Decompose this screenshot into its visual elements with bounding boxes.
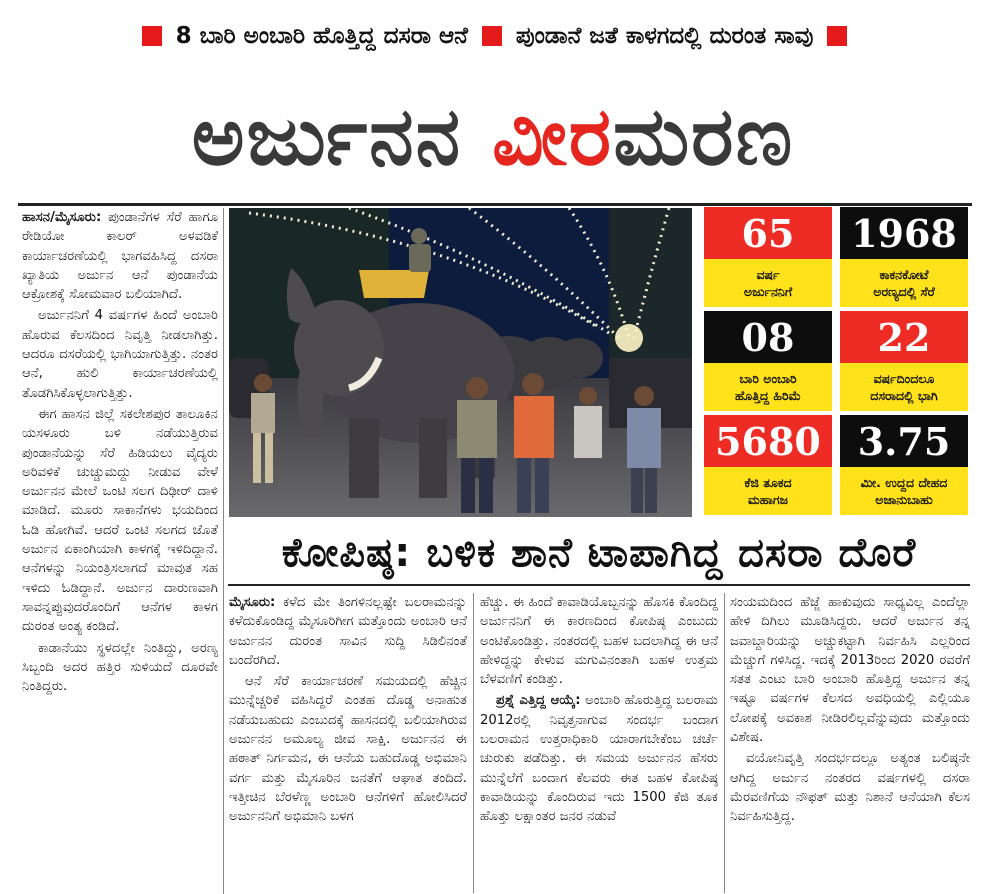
section-label: ಪ್ರಶ್ನೆ ಎತ್ತಿದ್ದ ಆಯ್ಕೆ: (496, 693, 581, 709)
sub-headline-rule (228, 584, 970, 586)
left-paragraph-4: ಕಾಡಾನೆಯು ಸ್ಥಳದಲ್ಲೇ ನಿಂತಿದ್ದು, ಅರಣ್ಯ ಸಿಬ್ಬಂದಿ ಅದರ ಹತ್ತಿರ ಸುಳಿಯದೆ ದೂರವೇ ನಿಂತಿದ್ದರು. (22, 640, 218, 695)
headline-part-1: ಅರ್ಜುನನ (191, 90, 463, 183)
stat-capture-year (840, 207, 968, 307)
stat-label-line: ಮೀ. ಉದ್ದದ ದೇಹದ (860, 475, 948, 490)
red-square-bullet (827, 26, 847, 46)
stat-label-line: ಮಹಾಗಜ (747, 492, 789, 507)
stat-label-line: ಅರ್ಜುನನಿಗೆ (743, 284, 793, 299)
column-divider (223, 208, 224, 894)
headline-part-2-wrap (492, 90, 795, 183)
dateline: ಹಾಸನ/ಮೈಸೂರು: (22, 210, 102, 225)
kicker-line (0, 0, 989, 72)
stat-label-line: ವರ್ಷದಿಂದಲೂ (873, 371, 935, 386)
red-square-bullet (482, 26, 502, 46)
main-headline (18, 72, 968, 202)
kicker-left: 8 ಬಾರಿ ಅಂಬಾರಿ ಹೊತ್ತಿದ್ದ ದಸರಾ ಆನೆ (175, 23, 468, 49)
column-divider (724, 593, 725, 893)
headline-rule (18, 203, 972, 206)
story2-text: ಕಳೆದ ಮೇ ತಿಂಗಳಿನಲ್ಲಷ್ಟೇ ಬಲರಾಮನನ್ನು ಕಳೆದುಕೊಂಡಿದ್ದ ಮೈಸೂರಿಗೀಗ ಮತ್ತೊಂದು ಅಂಬಾರಿ ಆನೆ ಅರ್ಜುನನ ದುರಂತ ಸಾವಿನ ಸುದ್ದಿ ಸಿಡಿಲಿನಂತೆ ಬಂದೆರಗಿದೆ. (229, 595, 467, 668)
stat-ambari-times (704, 311, 832, 411)
story2-column-1 (229, 593, 467, 893)
stat-label (704, 363, 832, 411)
stat-age (704, 207, 832, 307)
left-paragraph-2: ಅರ್ಜುನನಿಗೆ 4 ವರ್ಷಗಳ ಹಿಂದೆ ಅಂಬಾರಿ ಹೊರುವ ಕೆಲಸದಿಂದ ನಿವೃತ್ತಿ ನೀಡಲಾಗಿತ್ತು. ಆದರೂ ದಸರೆಯಲ್ಲಿ ಭಾಗಿಯಾಗುತ್ತಿತ್ತು. ನಂತರ ಆನೆ, ಹುಲಿ ಕಾರ್ಯಾಚರಣೆಯಲ್ಲಿ ತೊಡಗಿಸಿಕೊಳ್ಳಲಾಗುತ್ತಿತ್ತು. (22, 308, 218, 401)
stat-label-line: ಕೆಜಿ ತೂಕದ (744, 475, 792, 490)
stat-label-line: ಬಾರಿ ಅಂಬಾರಿ (739, 371, 797, 386)
red-square-bullet (142, 26, 162, 46)
sub-headline (228, 524, 970, 582)
stat-label-line: ವರ್ಷ (756, 267, 780, 282)
story2-paragraph: ಆನೆ ಸೆರೆ ಕಾರ್ಯಾಚರಣೆ ಸಮಯದಲ್ಲಿ ಹೆಚ್ಚಿನ ಮುನ್ನೆಚ್ಚರಿಕೆ ವಹಿಸಿದ್ದರೆ ಎಂತಹ ದೊಡ್ಡ ಅನಾಹುತ ನಡೆಯಬಹುದು ಎಂಬುದಕ್ಕೆ ಹಾಸನದಲ್ಲಿ ಬಲಿಯಾಗಿರುವ ಅರ್ಜುನನ ಅಮೂಲ್ಯ ಜೀವ ಸಾಕ್ಷಿ. ಅರ್ಜುನನ ಈ ಹಠಾತ್ ನಿರ್ಗಮನ, ಈ ಆನೆಯ ಬಹುದೊಡ್ಡ ಅಭಿಮಾನಿ ವರ್ಗ ಮತ್ತು ಮೈಸೂರಿನ ಜನತೆಗೆ ಆಘಾತ ತಂದಿದೆ. ಇತ್ತೀಚಿನ ಬೆರಳೆಣ್ಣ ಅಂಬಾರಿ ಆನೆಗಳಿಗೆ ಹೋಲಿಸಿದರೆ ಅರ್ಜುನನಿಗೆ ಅಭಿಮಾನಿ ಬಳಗ (229, 674, 467, 825)
stat-label (704, 259, 832, 307)
stat-value: 3.75 (840, 415, 968, 467)
stat-value: 65 (704, 207, 832, 259)
left-column-story (22, 208, 218, 894)
story2-paragraph: ಸಂಯಮದಿಂದ ಹೆಜ್ಜೆ ಹಾಕುವುದು ಸಾಧ್ಯವಿಲ್ಲ ಎಂದೆಲ್ಲಾ ಹೇಳಿ ದಿಗಿಲು ಮೂಡಿಸಿದ್ದರು. ಆದರೆ ಅರ್ಜುನ ತನ್ನ ಜವಾಬ್ದಾರಿಯನ್ನು ಅಚ್ಚುಕಟ್ಟಾಗಿ ನಿರ್ವಹಿಸಿ ಎಲ್ಲರಿಂದ ಮೆಚ್ಚುಗೆ ಗಳಿಸಿದ್ದ. ಇದಕ್ಕೆ 2013ರಿಂದ 2020 ರವರೆಗೆ ಸತತ ಎಂಟು ಬಾರಿ ಅಂಬಾರಿ ಹೊತ್ತಿದ್ದ ಅರ್ಜುನ ತನ್ನ ಇಷ್ಟೂ ವರ್ಷಗಳ ಕೆಲಸದ ಅವಧಿಯಲ್ಲಿ ಎಲ್ಲಿಯೂ ಲೋಪಕ್ಕೆ ಅವಕಾಶ ನೀಡಿರಲಿಲ್ಲವೆನ್ನುವುದು ಮತ್ತೊಂದು ವಿಶೇಷ. (730, 595, 970, 746)
stat-label (704, 467, 832, 515)
stat-label (840, 467, 968, 515)
stat-label-line: ದಸರಾದಲ್ಲಿ ಭಾಗಿ (870, 388, 938, 403)
stat-length (840, 415, 968, 515)
stats-grid (704, 207, 968, 516)
left-p1-text: ಪುಂಡಾನೆಗಳ ಸೆರೆ ಹಾಗೂ ರೇಡಿಯೋ ಕಾಲರ್ ಅಳವಡಿಕೆ ಕಾರ್ಯಾಚರಣೆಯಲ್ಲಿ ಭಾಗವಹಿಸಿದ್ದ ದಸರಾ ಖ್ಯಾತಿಯ ಅರ್ಜುನ ಆನೆ ಪುಂಡಾನೆಯ ಆಕ್ರೋಶಕ್ಕೆ ಸೋಮವಾರ ಬಲಿಯಾಗಿದೆ. (22, 210, 218, 303)
stat-label-line: ಕಾಕನಕೋಟೆ (879, 267, 929, 282)
dateline: ಮೈಸೂರು: (229, 595, 276, 610)
story2-paragraph: ಹೆಚ್ಚು. ಈ ಹಿಂದೆ ಕಾವಾಡಿಯೊಬ್ಬನನ್ನು ಹೊಸಕಿ ಕೊಂದಿದ್ದ ಅರ್ಜುನನಿಗೆ ಈ ಕಾರಣದಿಂದ ಕೋಪಿಷ್ಠ ಎಂಬುದು ಅಂಟಿಕೊಂಡಿತ್ತು. ನಂತರದಲ್ಲಿ ಬಹಳ ಬದಲಾಗಿದ್ದ ಈ ಆನೆ ಹೇಳಿದ್ದನ್ನು ಕೇಳುವ ಮಗುವಿನಂತಾಗಿ ಬಹಳ ಉತ್ತಮ ಬೆಳವಣಿಗೆ ಕಂಡಿತ್ತು. (480, 595, 718, 688)
story2-column-3 (730, 593, 970, 893)
photo-illustration (229, 208, 692, 517)
left-paragraph-1 (22, 208, 218, 304)
column-divider (473, 593, 474, 893)
stat-label-line: ಹೊತ್ತಿದ್ದ ಹಿರಿಮೆ (735, 388, 801, 403)
stat-value: 5680 (704, 415, 832, 467)
left-paragraph-3: ಈಗ ಹಾಸನ ಜಿಲ್ಲೆ ಸಕಲೇಶಪುರ ತಾಲೂಕಿನ ಯಸಳೂರು ಬಳಿ ನಡೆಯುತ್ತಿರುವ ಪುಂಡಾನೆಯನ್ನು ಸೆರೆ ಹಿಡಿಯಲು ವೈದ್ಯರು ಅರಿವಳಿಕೆ ಚುಚ್ಚುಮದ್ದು ನೀಡುವ ವೇಳೆ ಅರ್ಜುನನ ಮೇಲೆ ಒಂಟಿ ಸಲಗ ದಿಢೀರ್ ದಾಳಿ ಮಾಡಿದೆ. ಮೂರು ಸಾಕಾನೆಗಳು ಭಯದಿಂದ ಓಡಿ ಹೋಗಿವೆ. ಆದರೆ ಒಂಟಿ ಸಲಗದ ಜೊತೆ ಅರ್ಜುನ ಏಕಾಂಗಿಯಾಗಿ ಕಾಳಗಕ್ಕೆ ಇಳಿದಿದ್ದಾನೆ. ಆನೆಗಳನ್ನು ನಿಯಂತ್ರಿಸಲಾಗದೆ ಮಾವುತ ಸಹ ಇಳಿದು ಓಡಿದ್ದಾನೆ. ಅರ್ಜುನ ದಾರುಣವಾಗಿ ಸಾವನ್ನಪ್ಪುವುದರೊಂದಿಗೆ ಆನೆಗಳ ಕಾಳಗ ದುರಂತ ಅಂತ್ಯ ಕಂಡಿದೆ. (22, 406, 218, 635)
stat-value: 08 (704, 311, 832, 363)
stat-label-line: ಅಜಾನುಬಾಹು (875, 492, 933, 507)
stat-weight (704, 415, 832, 515)
stat-value: 1968 (840, 207, 968, 259)
headline-part-2: ವೀರ (492, 90, 614, 183)
story2-column-2 (480, 593, 718, 893)
stat-label (840, 259, 968, 307)
story2-paragraph (480, 691, 718, 826)
story2-text: ಅಂಬಾರಿ ಹೊರುತ್ತಿದ್ದ ಬಲರಾಮ 2012ರಲ್ಲಿ ನಿವೃತ್ತನಾಗುವ ಸಂದರ್ಭ ಬಂದಾಗ ಬಲರಾಮನ ಉತ್ತರಾಧಿಕಾರಿ ಯಾರಾಗಬೇಕೆಂಬ ಚರ್ಚೆ ಚುರುಕು ಪಡೆದಿತ್ತು. ಈ ಸಮಯ ಅರ್ಜುನನ ಹೆಸರು ಮುನ್ನೆಲೆಗೆ ಬಂದಾಗ ಕೆಲವರು ಈತ ಬಹಳ ಕೋಪಿಷ್ಠ ಕಾವಾಡಿಯನ್ನು ಕೊಂದಿರುವ ಇದು 1500 ಕೆಜಿ ತೂಕ ಹೊತ್ತು ಲಕ್ಷಾಂತರ ಜನರ ನಡುವೆ (480, 693, 718, 825)
story2-paragraph: ವಯೋನಿವೃತ್ತಿ ಸಂದರ್ಭದಲ್ಲೂ ಅತ್ಯಂತ ಬಲಿಷ್ಠನೇ ಆಗಿದ್ದ ಅರ್ಜುನ ನಂತರದ ವರ್ಷಗಳಲ್ಲಿ ದಸರಾ ಮೆರವಣಿಗೆಯ ನೌಫತ್ ಮತ್ತು ನಿಶಾನೆ ಆನೆಯಾಗಿ ಕೆಲಸ ನಿರ್ವಹಿಸುತ್ತಿದ್ದ. (730, 751, 970, 825)
sub-headline-text: ಕೋಪಿಷ್ಠ: ಬಳಿಕ ಶಾನೆ ಟಾಪಾಗಿದ್ದ ದಸರಾ ದೊರೆ (281, 530, 917, 576)
stat-dasara-years (840, 311, 968, 411)
stat-label (840, 363, 968, 411)
headline-part-3: ಮರಣ (613, 90, 795, 183)
stat-label-line: ಅರಣ್ಯದಲ್ಲಿ ಸೆರೆ (873, 284, 935, 299)
dasara-elephant-photo (229, 208, 692, 517)
stat-value: 22 (840, 311, 968, 363)
kicker-right: ಪುಂಡಾನೆ ಜತೆ ಕಾಳಗದಲ್ಲಿ ದುರಂತ ಸಾವು (515, 23, 814, 49)
story2-paragraph (229, 593, 467, 670)
